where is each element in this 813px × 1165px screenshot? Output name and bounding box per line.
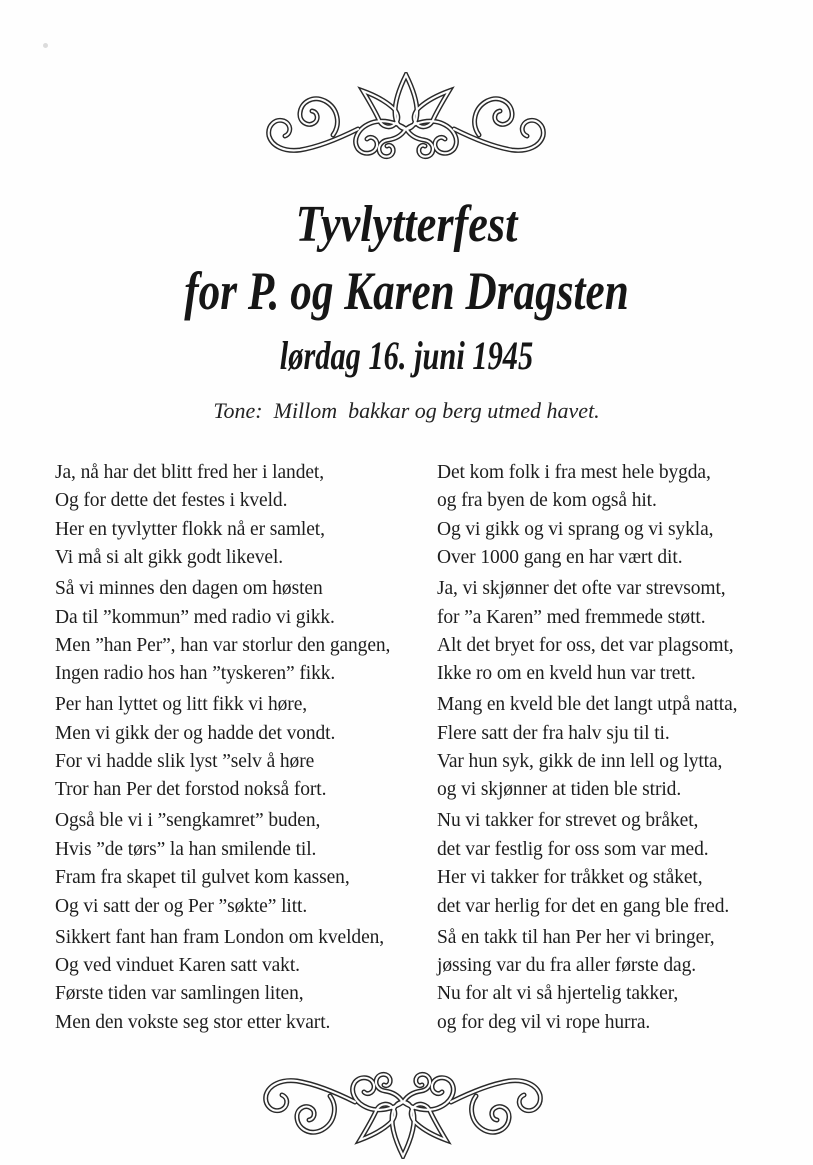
verse-columns bbox=[55, 459, 813, 1040]
verse-line: Men vi gikk der og hadde det vondt. bbox=[55, 722, 336, 744]
tune-line: Tone: Millom bakkar og berg utmed havet. bbox=[213, 398, 600, 423]
verse-line: Og for dette det festes i kveld. bbox=[55, 490, 288, 512]
stanza bbox=[55, 924, 425, 1038]
page-title: Tyvlytterfest bbox=[295, 196, 518, 253]
flourish-scroll-icon-flipped bbox=[255, 1059, 551, 1159]
verse-line: Nu vi takker for strevet og bråket, bbox=[437, 810, 699, 832]
verse-line: Og vi gikk og vi sprang og vi sykla, bbox=[437, 518, 714, 540]
verse-line: For vi hadde slik lyst ”selv å høre bbox=[55, 751, 315, 773]
stanza bbox=[55, 459, 425, 573]
verse-line: Her en tyvlytter flokk nå er samlet, bbox=[55, 518, 325, 540]
stanza bbox=[437, 459, 813, 573]
verse-column-right bbox=[437, 459, 813, 1040]
verse-line: Alt det bryet for oss, det var plagsomt, bbox=[437, 634, 734, 656]
flourish-scroll-icon bbox=[258, 72, 554, 172]
stanza bbox=[437, 807, 813, 921]
verse-line: Tror han Per det forstod nokså fort. bbox=[55, 779, 327, 801]
verse-column-left bbox=[55, 459, 425, 1040]
verse-line: Første tiden var samlingen liten, bbox=[55, 983, 304, 1005]
stanza bbox=[437, 691, 813, 805]
verse-line: Flere satt der fra halv sju til ti. bbox=[437, 722, 670, 744]
verse-line: Sikkert fant han fram London om kvelden, bbox=[55, 926, 385, 948]
stanza bbox=[55, 575, 425, 689]
verse-line: for ”a Karen” med fremmede støtt. bbox=[437, 606, 706, 628]
verse-line: Også ble vi i ”sengkamret” buden, bbox=[55, 810, 321, 832]
verse-line: Men den vokste seg stor etter kvart. bbox=[55, 1011, 331, 1033]
verse-line: Så en takk til han Per her vi bringer, bbox=[437, 926, 715, 948]
verse-line: Så vi minnes den dagen om høsten bbox=[55, 578, 323, 600]
page-subtitle-date: lørdag 16. juni 1945 bbox=[279, 333, 534, 378]
verse-line: Mang en kveld ble det langt utpå natta, bbox=[437, 694, 738, 716]
verse-line: Ja, vi skjønner det ofte var strevsomt, bbox=[437, 578, 726, 600]
verse-line: Det kom folk i fra mest hele bygda, bbox=[437, 462, 711, 483]
verse-line: Nu for alt vi så hjertelig takker, bbox=[437, 983, 679, 1005]
page-subtitle-honorees: for P. og Karen Dragsten bbox=[184, 261, 629, 321]
verse-line: Over 1000 gang en har vært dit. bbox=[437, 547, 683, 569]
stanza bbox=[55, 807, 425, 921]
verse-line: Ingen radio hos han ”tyskeren” fikk. bbox=[55, 663, 336, 685]
verse-line: Ja, nå har det blitt fred her i landet, bbox=[55, 462, 324, 483]
verse-line: jøssing var du fra aller første dag. bbox=[437, 954, 697, 976]
verse-line: og fra byen de kom også hit. bbox=[437, 490, 657, 512]
verse-line: Og vi satt der og Per ”søkte” litt. bbox=[55, 895, 308, 917]
verse-line: og vi skjønner at tiden ble strid. bbox=[437, 779, 682, 801]
verse-line: Men ”han Per”, han var storlur den gangen, bbox=[55, 634, 391, 656]
verse-line: det var herlig for det en gang ble fred. bbox=[437, 895, 730, 917]
stanza bbox=[55, 691, 425, 805]
verse-line: Fram fra skapet til gulvet kom kassen, bbox=[55, 867, 350, 889]
scan-speck bbox=[43, 43, 48, 48]
verse-line: Ikke ro om en kveld hun var trett. bbox=[437, 663, 696, 685]
verse-line: Vi må si alt gikk godt likevel. bbox=[55, 547, 284, 569]
verse-line: Per han lyttet og litt fikk vi høre, bbox=[55, 694, 308, 716]
stanza bbox=[437, 924, 813, 1038]
stanza bbox=[437, 575, 813, 689]
verse-line: og for deg vil vi rope hurra. bbox=[437, 1011, 651, 1033]
verse-line: Her vi takker for tråkket og ståket, bbox=[437, 867, 703, 889]
verse-line: Var hun syk, gikk de inn lell og lytta, bbox=[437, 751, 723, 773]
verse-line: Hvis ”de tørs” la han smilende til. bbox=[55, 838, 317, 860]
verse-line: Og ved vinduet Karen satt vakt. bbox=[55, 954, 300, 976]
verse-line: det var festlig for oss som var med. bbox=[437, 838, 709, 860]
verse-line: Da til ”kommun” med radio vi gikk. bbox=[55, 606, 335, 628]
